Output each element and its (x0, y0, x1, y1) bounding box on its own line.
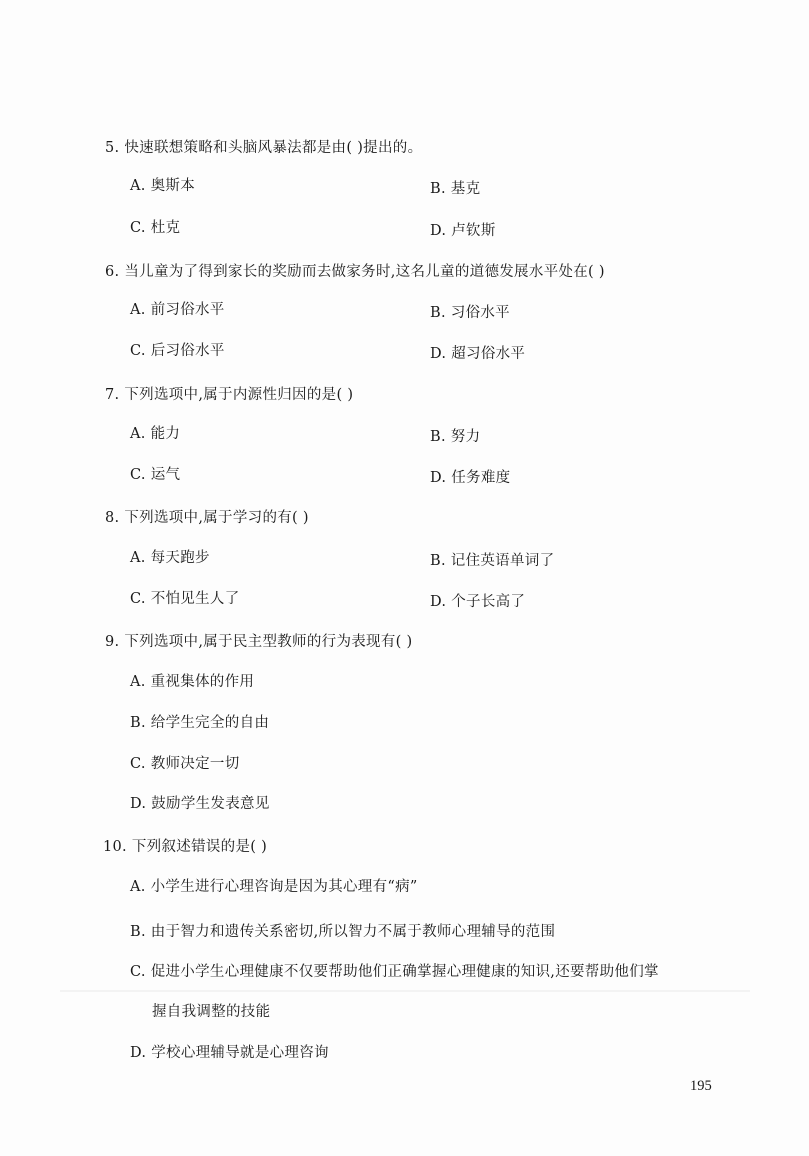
question-9-option-a: A. 重视集体的作用 (130, 674, 255, 690)
question-6-stem: 6. 当儿童为了得到家长的奖励而去做家务时,这名儿童的道德发展水平处在( ) (105, 264, 605, 280)
scan-artifact (60, 990, 750, 992)
question-10-option-c-continued: 握自我调整的技能 (152, 1004, 271, 1020)
question-8-option-c: C. 不怕见生人了 (130, 591, 240, 607)
question-9-option-c: C. 教师决定一切 (130, 756, 240, 772)
question-5-option-c: C. 杜克 (130, 220, 181, 236)
question-8-stem: 8. 下列选项中,属于学习的有( ) (105, 510, 309, 526)
question-5-stem: 5. 快速联想策略和头脑风暴法都是由( )提出的。 (105, 140, 423, 156)
question-6-option-b: B. 习俗水平 (430, 305, 510, 321)
question-5-option-a: A. 奥斯本 (130, 178, 195, 194)
question-9-stem: 9. 下列选项中,属于民主型教师的行为表现有( ) (105, 634, 413, 650)
question-9-option-b: B. 给学生完全的自由 (130, 715, 270, 731)
question-10-option-c: C. 促进小学生心理健康不仅要帮助他们正确掌握心理健康的知识,还要帮助他们掌 (130, 964, 659, 980)
page-number: 195 (690, 1078, 712, 1094)
question-7-option-a: A. 能力 (130, 426, 181, 442)
question-8-option-a: A. 每天跑步 (130, 550, 210, 566)
question-7-option-d: D. 任务难度 (430, 470, 511, 486)
question-6-option-d: D. 超习俗水平 (430, 346, 526, 362)
question-5-option-b: B. 基克 (430, 181, 481, 197)
question-6-option-c: C. 后习俗水平 (130, 343, 225, 359)
question-10-stem: 10. 下列叙述错误的是( ) (103, 839, 268, 855)
question-10-option-b: B. 由于智力和遗传关系密切,所以智力不属于教师心理辅导的范围 (130, 924, 556, 940)
question-10-option-d: D. 学校心理辅导就是心理咨询 (130, 1045, 329, 1061)
question-7-stem: 7. 下列选项中,属于内源性归因的是( ) (105, 387, 354, 403)
question-7-option-b: B. 努力 (430, 429, 481, 445)
question-10-option-a: A. 小学生进行心理咨询是因为其心理有“病” (130, 879, 418, 895)
question-6-option-a: A. 前习俗水平 (130, 302, 225, 318)
question-8-option-b: B. 记住英语单词了 (430, 553, 555, 569)
question-7-option-c: C. 运气 (130, 467, 181, 483)
question-8-option-d: D. 个子长高了 (430, 594, 526, 610)
question-9-option-d: D. 鼓励学生发表意见 (130, 796, 270, 812)
question-5-option-d: D. 卢钦斯 (430, 223, 496, 239)
